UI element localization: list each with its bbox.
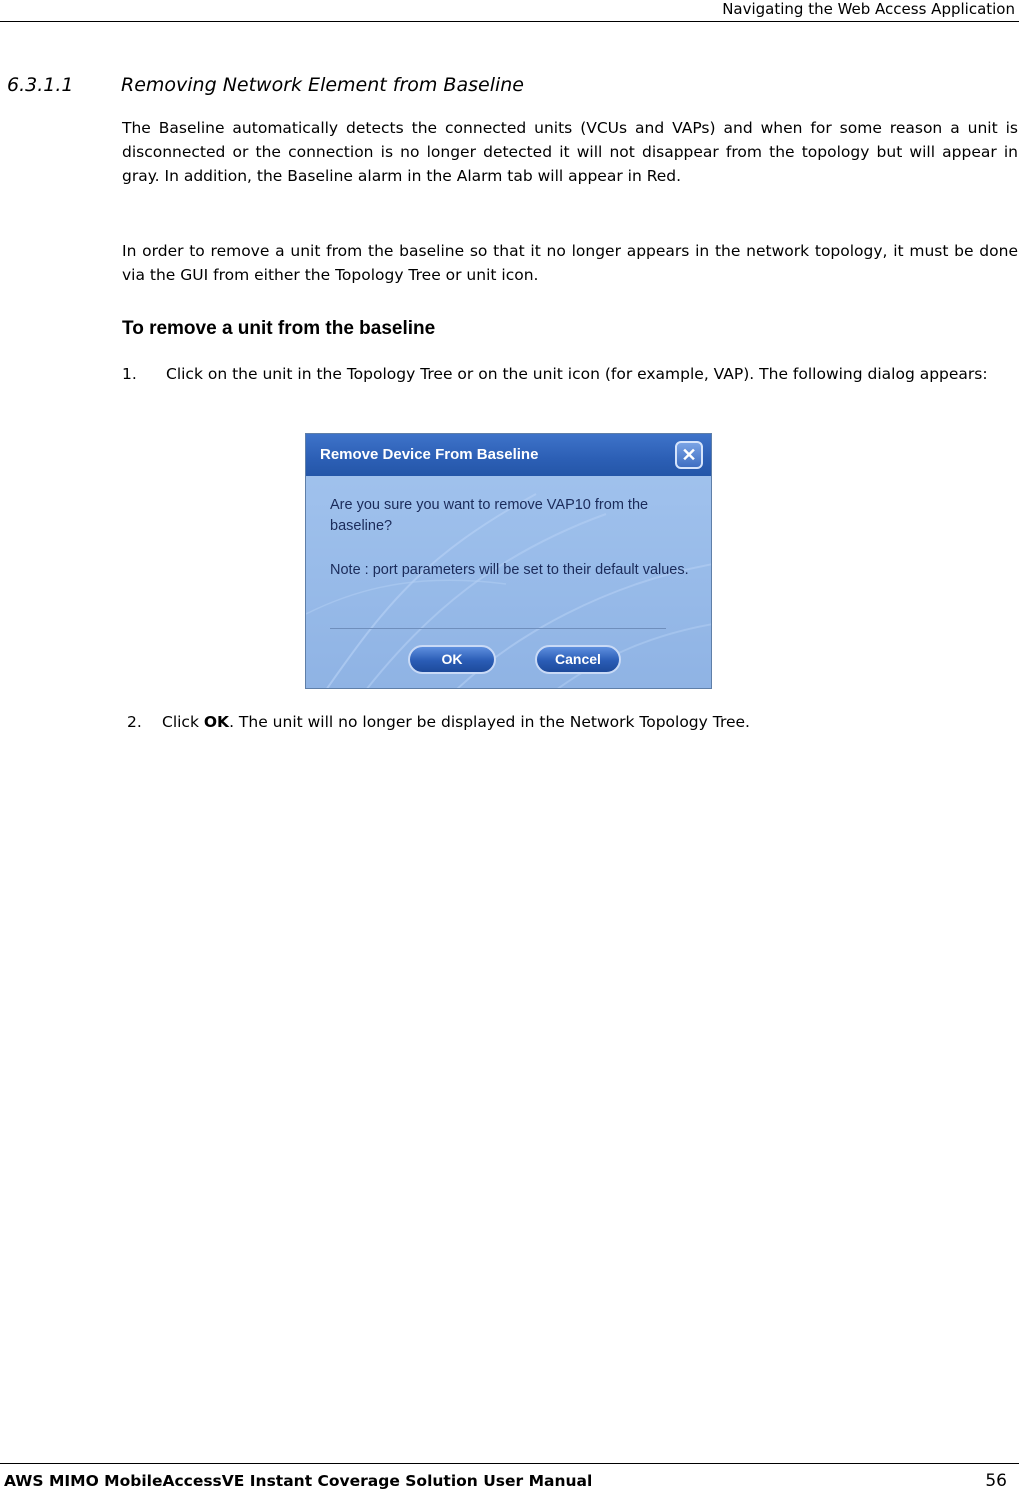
section-title: Removing Network Element from Baseline [121,74,524,96]
step-text-suffix: . The unit will no longer be displayed in the Network Topology Tree. [229,713,750,731]
body-paragraph: The Baseline automatically detects the connected units (VCUs and VAPs) and when for some reason a unit is disconnected or the connection is no longer detected it will not disappear from the topology but will appear in gray. In addition, the Baseline alarm in the Alarm tab will appear in Red. [122,119,1018,185]
body-paragraph: In order to remove a unit from the baseline so that it no longer appears in the network topology, it must be done via the GUI from either the Topology Tree or unit icon. [122,242,1018,284]
procedure-title: To remove a unit from the baseline [122,318,436,339]
page-number: 56 [985,1471,1007,1491]
dialog-note: Note : port parameters will be set to their default values. [330,562,689,578]
step-number: 2. [127,713,142,731]
dialog-divider [330,628,666,629]
step-text-prefix: Click [162,713,204,731]
footer-rule [0,1463,1019,1464]
step-text-bold: OK [203,713,230,731]
dialog-title: Remove Device From Baseline [320,446,539,463]
section-heading [7,74,524,96]
cancel-button[interactable]: Cancel [535,645,621,674]
remove-device-dialog [305,433,712,689]
dialog-question: Are you sure you want to remove VAP10 from the baseline? [330,497,649,534]
footer-manual-title: AWS MIMO MobileAccessVE Instant Coverage Solution User Manual [4,1472,593,1490]
running-header: Navigating the Web Access Application [722,0,1015,18]
ok-button[interactable]: OK [408,645,496,674]
step-text: Click on the unit in the Topology Tree or on the unit icon (for example, VAP). The following dialog appears: [166,365,988,383]
procedure-step [127,710,1007,735]
section-number: 6.3.1.1 [7,74,74,96]
close-icon[interactable]: ✕ [675,441,703,469]
header-rule [0,21,1019,22]
step-number: 1. [122,365,137,383]
dialog-titlebar [306,434,711,476]
